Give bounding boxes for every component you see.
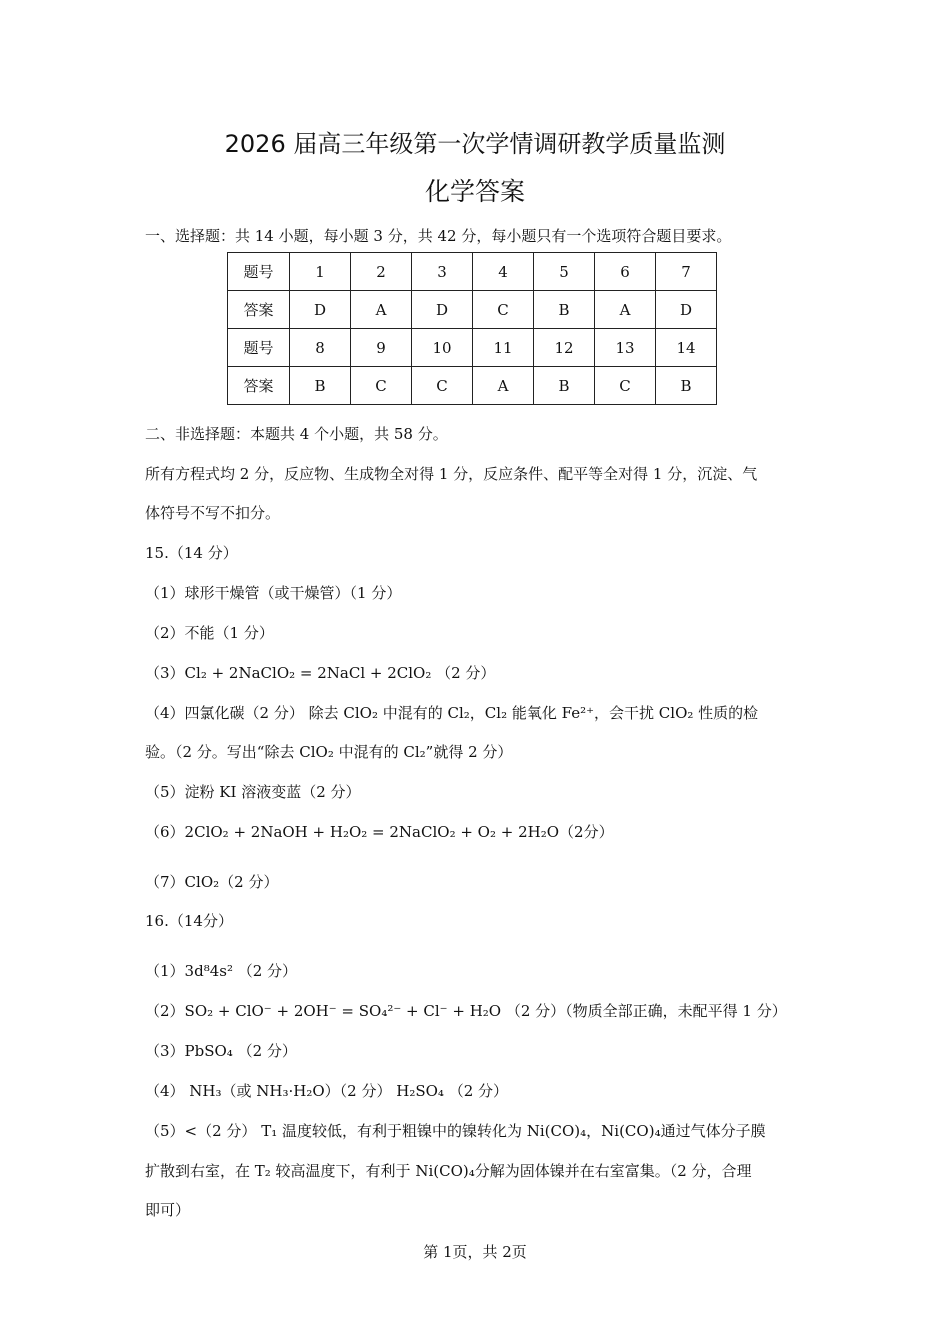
q15-answer-1: （1）球形干燥管（或干燥管）（1 分） — [145, 584, 402, 602]
table-cell: 4 — [473, 253, 534, 291]
page-title: 2026 届高三年级第一次学情调研教学质量监测 — [224, 130, 726, 158]
table-cell: 9 — [351, 329, 412, 367]
table-row-header: 题号 — [228, 329, 290, 367]
q15-header: 15.（14 分） — [145, 544, 238, 562]
q15-answer-4-line-2: 验。（2 分。写出“除去 ClO₂ 中混有的 Cl₂”就得 2 分） — [145, 743, 513, 761]
q16-answer-4: （4） NH₃（或 NH₃·H₂O）（2 分） H₂SO₄ （2 分） — [145, 1082, 509, 1100]
table-row-header: 答案 — [228, 367, 290, 405]
q15-answer-5: （5）淀粉 KI 溶液变蓝（2 分） — [145, 783, 361, 801]
table-row — [228, 329, 717, 367]
table-cell: 1 — [290, 253, 351, 291]
table-cell: A — [473, 367, 534, 405]
table-cell: C — [595, 367, 656, 405]
table-cell: 5 — [534, 253, 595, 291]
q16-answer-5-line-2: 扩散到右室，在 T₂ 较高温度下，有利于 Ni(CO)₄分解为固体镍并在右室富集。（2 分，合理 — [145, 1162, 752, 1180]
table-cell: B — [290, 367, 351, 405]
table-cell: 3 — [412, 253, 473, 291]
q15-answer-2: （2）不能（1 分） — [145, 624, 274, 642]
q15-answer-6: （6）2ClO₂ + 2NaOH + H₂O₂ = 2NaClO₂ + O₂ + 2H₂O（2分） — [145, 823, 614, 841]
table-row — [228, 253, 717, 291]
table-cell: C — [473, 291, 534, 329]
q16-answer-2: （2）SO₂ + ClO⁻ + 2OH⁻ = SO₄²⁻ + Cl⁻ + H₂O （2 分）（物质全部正确，未配平得 1 分） — [145, 1002, 787, 1020]
q15-answer-3: （3）Cl₂ + 2NaClO₂ = 2NaCl + 2ClO₂ （2 分） — [145, 664, 496, 682]
table-cell: 13 — [595, 329, 656, 367]
table-cell: 10 — [412, 329, 473, 367]
q16-answer-5-line-3: 即可） — [145, 1201, 191, 1219]
table-cell: A — [351, 291, 412, 329]
table-cell: 11 — [473, 329, 534, 367]
table-cell: 12 — [534, 329, 595, 367]
table-cell: D — [412, 291, 473, 329]
q16-answer-1: （1）3d⁸4s² （2 分） — [145, 962, 298, 980]
table-cell: 8 — [290, 329, 351, 367]
table-cell: 6 — [595, 253, 656, 291]
section-2-heading: 二、非选择题：本题共 4 个小题，共 58 分。 — [145, 425, 448, 443]
table-row — [228, 367, 717, 405]
q15-answer-7: （7）ClO₂（2 分） — [145, 873, 279, 891]
table-row-header: 题号 — [228, 253, 290, 291]
q16-answer-5-line-1: （5）<（2 分） T₁ 温度较低，有利于粗镍中的镍转化为 Ni(CO)₄，Ni(CO)₄通过气体分子膜 — [145, 1122, 766, 1140]
q15-answer-4-line-1: （4）四氯化碳（2 分） 除去 ClO₂ 中混有的 Cl₂，Cl₂ 能氧化 Fe²⁺，会干扰 ClO₂ 性质的检 — [145, 704, 759, 722]
page-subtitle: 化学答案 — [424, 177, 525, 206]
scoring-note-line-2: 体符号不写不扣分。 — [145, 504, 281, 522]
section-1-heading: 一、选择题：共 14 小题，每小题 3 分，共 42 分，每小题只有一个选项符合题目要求。 — [145, 227, 732, 245]
table-row — [228, 291, 717, 329]
table-cell: 2 — [351, 253, 412, 291]
q16-header: 16.（14分） — [145, 912, 233, 930]
table-cell: D — [656, 291, 717, 329]
table-row-header: 答案 — [228, 291, 290, 329]
table-cell: D — [290, 291, 351, 329]
table-cell: A — [595, 291, 656, 329]
table-cell: C — [412, 367, 473, 405]
table-cell: C — [351, 367, 412, 405]
page-footer: 第 1页，共 2页 — [423, 1243, 527, 1261]
answer-table — [227, 252, 717, 405]
table-cell: B — [534, 291, 595, 329]
table-cell: B — [534, 367, 595, 405]
q16-answer-3: （3）PbSO₄ （2 分） — [145, 1042, 297, 1060]
scoring-note-line-1: 所有方程式均 2 分，反应物、生成物全对得 1 分，反应条件、配平等全对得 1 分，沉淀、气 — [145, 465, 758, 483]
table-cell: B — [656, 367, 717, 405]
table-cell: 7 — [656, 253, 717, 291]
table-cell: 14 — [656, 329, 717, 367]
